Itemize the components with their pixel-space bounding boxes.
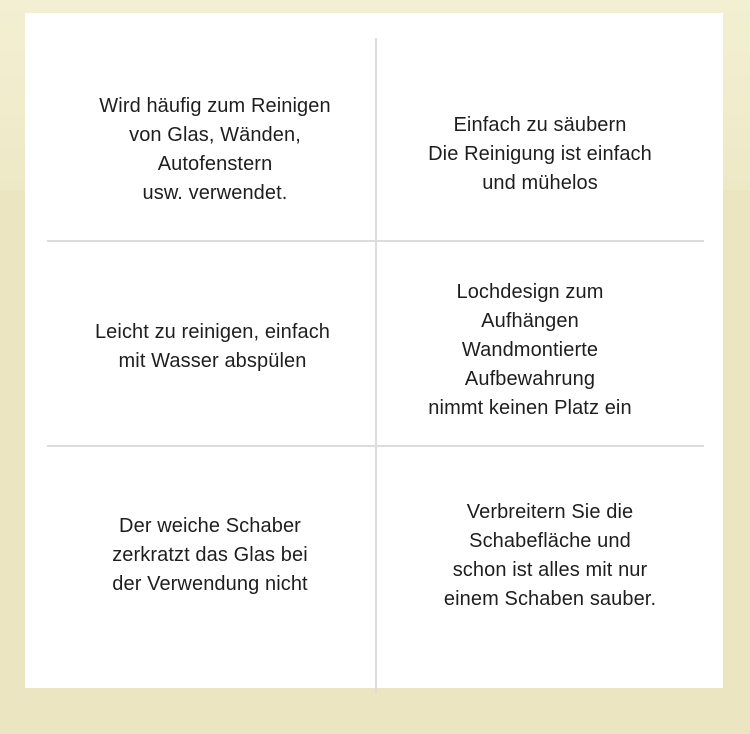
feature-text: Lochdesign zum Aufhängen Wandmontierte Aufbewahrung nimmt keinen Platz ein [428,280,632,419]
feature-cell-easy-clean [380,96,700,212]
feature-text: Leicht zu reinigen, einfach mit Wasser abspülen [94,321,331,372]
feature-cell-cleaning-uses [60,80,370,220]
feature-text: Der weiche Schaber zerkratzt das Glas bei der Verwendung nicht [112,514,308,595]
feature-text: Verbreitern Sie die Schabefläche und schon ist alles mit nur einem Schaben sauber. [443,500,657,610]
feature-cell-wide-surface [395,493,705,618]
horizontal-divider-2 [47,445,704,447]
feature-cell-soft-scraper [50,505,370,605]
feature-cell-rinse [50,305,375,389]
feature-cell-hanging-hole [380,275,680,425]
vertical-divider [375,38,377,694]
horizontal-divider-1 [47,240,704,242]
feature-text: Wird häufig zum Reinigen von Glas, Wänden, Autofenstern usw. verwendet. [99,95,331,204]
feature-text: Einfach zu säubern Die Reinigung ist einfach und mühelos [428,113,652,194]
